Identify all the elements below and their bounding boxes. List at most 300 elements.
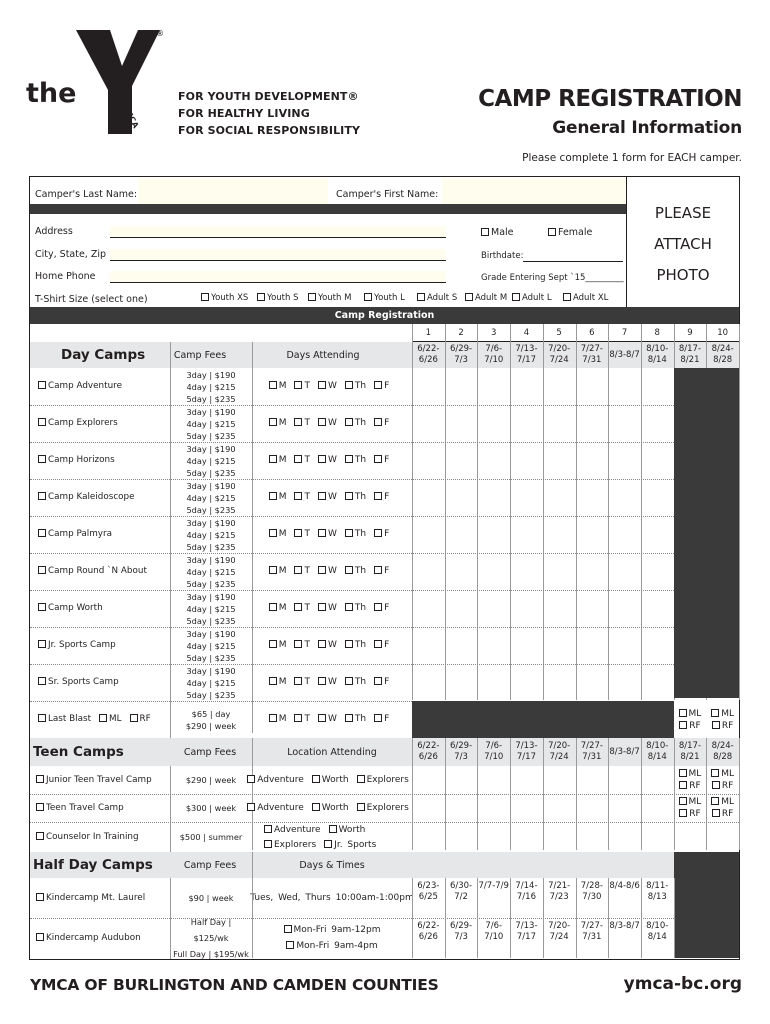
logo-the-text: the <box>26 78 77 109</box>
checkbox[interactable] <box>679 781 687 789</box>
checkbox[interactable] <box>36 893 44 901</box>
camp-row-name[interactable] <box>38 405 168 442</box>
camp-checkbox-option[interactable] <box>38 677 119 688</box>
checkbox[interactable] <box>679 797 687 805</box>
logo-registered-mark: ® <box>156 29 164 38</box>
day-option[interactable] <box>269 603 287 614</box>
tshirt-option[interactable] <box>563 293 608 303</box>
half-day-camp-name[interactable] <box>36 878 170 918</box>
camp-row-name[interactable] <box>38 516 168 553</box>
location-option[interactable] <box>357 803 409 814</box>
week-grid-line <box>576 878 577 958</box>
location-attending-header: Location Attending <box>287 746 377 758</box>
checkbox[interactable] <box>269 418 277 426</box>
half-day-week-date[interactable]: 7/14-7/16 <box>515 881 538 902</box>
week-option[interactable] <box>679 780 700 792</box>
checkbox[interactable] <box>38 455 46 463</box>
checkbox[interactable] <box>269 677 277 685</box>
day-option[interactable] <box>374 677 389 688</box>
camp-row-name[interactable] <box>38 368 168 405</box>
checkbox[interactable] <box>679 709 687 717</box>
camp-fee-lines <box>172 516 250 553</box>
checkbox[interactable] <box>269 603 277 611</box>
checkbox[interactable] <box>130 714 138 722</box>
half-day-week-date[interactable]: 8/11-8/13 <box>646 881 669 902</box>
checkbox[interactable] <box>345 603 353 611</box>
tshirt-checkbox[interactable] <box>201 293 209 301</box>
checkbox[interactable] <box>711 769 719 777</box>
half-day-camp-name[interactable] <box>36 918 170 958</box>
day-option-label: M <box>278 529 287 539</box>
checkbox[interactable] <box>324 840 332 848</box>
address-field[interactable] <box>110 226 446 238</box>
location-option[interactable] <box>357 775 409 786</box>
week-option[interactable] <box>679 808 700 820</box>
day-option[interactable] <box>294 566 310 577</box>
day-option[interactable] <box>318 566 337 577</box>
day-option[interactable] <box>294 677 310 688</box>
female-checkbox[interactable] <box>548 228 556 236</box>
checkbox[interactable] <box>294 677 302 685</box>
fee-line: 5day | $235 <box>186 541 236 552</box>
day-option[interactable] <box>374 455 389 466</box>
checkbox[interactable] <box>36 803 44 811</box>
checkbox[interactable] <box>38 640 46 648</box>
tshirt-option[interactable] <box>417 293 457 303</box>
time-option[interactable] <box>286 938 377 954</box>
day-option[interactable] <box>269 418 287 429</box>
checkbox[interactable] <box>284 925 292 933</box>
camp-checkbox-option[interactable] <box>38 381 122 392</box>
last-blast-option[interactable] <box>38 714 91 725</box>
week-option[interactable] <box>711 708 734 720</box>
day-option[interactable] <box>294 640 310 651</box>
checkbox[interactable] <box>312 775 320 783</box>
camp-checkbox-option[interactable] <box>38 603 103 614</box>
day-option[interactable] <box>269 381 287 392</box>
tshirt-option-label: Youth L <box>374 293 405 303</box>
checkbox[interactable] <box>374 677 382 685</box>
day-option[interactable] <box>318 381 337 392</box>
checkbox[interactable] <box>294 381 302 389</box>
fee-line: 3day | $190 <box>186 369 236 380</box>
location-option[interactable] <box>312 775 349 786</box>
week-option-label: ML <box>688 797 702 807</box>
week-date-header: 8/10-8/14 <box>646 344 669 365</box>
checkbox[interactable] <box>38 381 46 389</box>
teen-week-options <box>674 766 707 794</box>
checkbox[interactable] <box>318 418 326 426</box>
day-option[interactable] <box>269 492 287 503</box>
camp-fee-lines <box>172 405 250 442</box>
half-day-week-date[interactable]: 7/21-7/23 <box>548 881 571 902</box>
day-option[interactable] <box>345 418 366 429</box>
checkbox[interactable] <box>374 381 382 389</box>
camp-registration-banner: Camp Registration <box>30 307 739 324</box>
location-option[interactable] <box>264 823 321 837</box>
day-option-label: F <box>384 677 390 687</box>
day-option[interactable] <box>269 529 287 540</box>
half-day-week-date[interactable]: 7/6-7/10 <box>484 921 504 942</box>
checkbox[interactable] <box>711 709 719 717</box>
checkbox[interactable] <box>345 381 353 389</box>
week-date-header: 7/27-7/31 <box>580 344 603 365</box>
half-day-times <box>252 878 412 918</box>
half-day-week-date[interactable]: 8/4-8/6 <box>609 881 640 891</box>
checkbox[interactable] <box>294 492 302 500</box>
checkbox[interactable] <box>294 418 302 426</box>
day-option[interactable] <box>294 381 310 392</box>
week-number: 10 <box>717 327 729 338</box>
week-option[interactable] <box>711 796 734 808</box>
half-day-week-date[interactable]: 6/29-7/3 <box>449 921 473 942</box>
half-day-week-date[interactable]: 7/13-7/17 <box>515 921 538 942</box>
tshirt-checkbox[interactable] <box>417 293 425 301</box>
female-option[interactable] <box>548 227 592 238</box>
tshirt-option[interactable] <box>512 293 552 303</box>
half-day-week-date[interactable]: 6/23-6/25 <box>417 881 440 902</box>
days-attending-options <box>256 590 410 627</box>
checkbox[interactable] <box>318 529 326 537</box>
checkbox[interactable] <box>374 603 382 611</box>
day-option[interactable] <box>294 529 310 540</box>
day-option[interactable] <box>345 677 366 688</box>
time-label: Mon-Fri 9am-12pm <box>293 925 381 935</box>
day-option-label: F <box>384 381 390 391</box>
day-option[interactable] <box>318 640 337 651</box>
checkbox[interactable] <box>318 677 326 685</box>
day-option[interactable] <box>269 677 287 688</box>
camp-name: Camp Palmyra <box>48 529 113 539</box>
male-checkbox[interactable] <box>481 228 489 236</box>
tshirt-option[interactable] <box>308 293 351 303</box>
camp-checkbox-option[interactable] <box>38 492 135 503</box>
checkbox[interactable] <box>269 566 277 574</box>
teen-week-date-header: 7/20-7/24 <box>548 741 571 762</box>
checkbox[interactable] <box>374 455 382 463</box>
camp-row-name[interactable] <box>38 442 168 479</box>
checkbox[interactable] <box>345 677 353 685</box>
checkbox[interactable] <box>264 825 272 833</box>
checkbox[interactable] <box>269 455 277 463</box>
checkbox[interactable] <box>712 809 720 817</box>
male-option[interactable] <box>481 227 514 238</box>
day-option[interactable] <box>374 529 389 540</box>
camp-checkbox-option[interactable] <box>38 566 147 577</box>
week-option-label: RF <box>721 781 734 791</box>
checkbox[interactable] <box>345 455 353 463</box>
tshirt-option[interactable] <box>201 293 248 303</box>
checkbox[interactable] <box>712 781 720 789</box>
checkbox[interactable] <box>38 677 46 685</box>
tagline-healthy-living: FOR HEALTHY LIVING <box>178 107 310 120</box>
checkbox[interactable] <box>329 825 337 833</box>
days-attending-options <box>256 516 410 553</box>
birthdate-label: Birthdate: <box>481 251 524 261</box>
checkbox[interactable] <box>374 640 382 648</box>
days-attending-options <box>256 368 410 405</box>
camp-checkbox-option[interactable] <box>36 933 141 944</box>
checkbox[interactable] <box>679 721 687 729</box>
teen-week-options <box>706 794 739 822</box>
camp-checkbox-option[interactable] <box>36 832 139 843</box>
location-option[interactable] <box>329 823 366 837</box>
checkbox[interactable] <box>294 640 302 648</box>
checkbox[interactable] <box>38 529 46 537</box>
day-option[interactable] <box>318 677 337 688</box>
camp-row-name[interactable] <box>38 627 168 664</box>
grade-label[interactable]: Grade Entering Sept `15_________ <box>481 273 624 283</box>
teen-week-date-header: 7/13-7/17 <box>515 741 538 762</box>
checkbox[interactable] <box>38 566 46 574</box>
checkbox[interactable] <box>294 603 302 611</box>
teen-camp-name[interactable] <box>36 794 170 822</box>
day-option[interactable] <box>374 714 389 725</box>
day-option[interactable] <box>269 566 287 577</box>
days-attending-options <box>256 442 410 479</box>
tshirt-checkbox[interactable] <box>512 293 520 301</box>
day-option[interactable] <box>294 603 310 614</box>
week-option[interactable] <box>712 808 733 820</box>
day-option[interactable] <box>374 381 389 392</box>
location-option[interactable] <box>247 775 304 786</box>
checkbox[interactable] <box>294 566 302 574</box>
checkbox[interactable] <box>318 566 326 574</box>
checkbox[interactable] <box>679 809 687 817</box>
last-name-field[interactable] <box>138 178 328 204</box>
week-option[interactable] <box>679 768 702 780</box>
camp-checkbox-option[interactable] <box>38 418 118 429</box>
tshirt-checkbox[interactable] <box>563 293 571 301</box>
half-day-week-date[interactable]: 7/28-7/30 <box>580 881 603 902</box>
checkbox[interactable] <box>36 832 44 840</box>
checkbox[interactable] <box>345 566 353 574</box>
day-option[interactable] <box>294 418 310 429</box>
day-option-label: F <box>384 566 390 576</box>
checkbox[interactable] <box>318 603 326 611</box>
week-date-header: 8/3-8/7 <box>609 349 640 360</box>
week-option-label: ML <box>688 769 702 779</box>
checkbox[interactable] <box>269 381 277 389</box>
day-option[interactable] <box>374 418 389 429</box>
checkbox[interactable] <box>679 769 687 777</box>
checkbox[interactable] <box>374 492 382 500</box>
city-field[interactable] <box>110 249 446 261</box>
week-grid-line <box>445 324 446 700</box>
checkbox[interactable] <box>357 775 365 783</box>
day-option[interactable] <box>345 640 366 651</box>
day-option[interactable] <box>318 455 337 466</box>
day-option[interactable] <box>374 603 389 614</box>
checkbox[interactable] <box>345 529 353 537</box>
fee-line: Full Day | $195/wk <box>173 949 249 959</box>
day-option[interactable] <box>345 492 366 503</box>
day-option[interactable] <box>318 492 337 503</box>
half-day-week-date[interactable]: 7/27-7/31 <box>580 921 603 942</box>
day-option[interactable] <box>374 640 389 651</box>
checkbox[interactable] <box>38 418 46 426</box>
photo-text-attach: ATTACH <box>654 235 712 253</box>
checkbox[interactable] <box>712 721 720 729</box>
camp-checkbox-option[interactable] <box>36 775 152 786</box>
week-option[interactable] <box>679 708 702 720</box>
week-grid-line <box>739 324 740 700</box>
tshirt-option-label: Youth S <box>267 293 299 303</box>
half-day-week-date[interactable]: 8/3-8/7 <box>609 921 640 931</box>
day-option[interactable] <box>269 455 287 466</box>
checkbox[interactable] <box>318 640 326 648</box>
checkbox[interactable] <box>357 803 365 811</box>
checkbox[interactable] <box>38 603 46 611</box>
checkbox[interactable] <box>38 492 46 500</box>
camp-row-name[interactable] <box>38 479 168 516</box>
checkbox[interactable] <box>345 640 353 648</box>
location-option-label: Worth <box>338 824 366 835</box>
day-option[interactable] <box>345 455 366 466</box>
week-option[interactable] <box>679 720 700 732</box>
phone-field[interactable] <box>110 271 446 283</box>
day-option[interactable] <box>345 381 366 392</box>
checkbox[interactable] <box>269 640 277 648</box>
footer-website-link[interactable]: ymca-bc.org <box>623 974 742 994</box>
location-option[interactable] <box>247 803 304 814</box>
female-label: Female <box>558 227 593 238</box>
last-blast-location[interactable] <box>130 714 151 725</box>
location-option[interactable] <box>324 838 376 852</box>
half-day-week-date[interactable]: 7/20-7/24 <box>548 921 571 942</box>
day-option[interactable] <box>345 566 366 577</box>
week-option[interactable] <box>712 720 733 732</box>
checkbox[interactable] <box>318 455 326 463</box>
fee-line: 4day | $215 <box>186 566 236 577</box>
half-day-week-date[interactable]: 8/10-8/14 <box>646 921 669 942</box>
camp-checkbox-option[interactable] <box>38 640 116 651</box>
camp-fee-lines <box>172 479 250 516</box>
week-grid-line <box>576 324 577 700</box>
day-option[interactable] <box>345 529 366 540</box>
tshirt-checkbox[interactable] <box>308 293 316 301</box>
unavailable-weeks-block <box>674 368 739 698</box>
checkbox[interactable] <box>36 933 44 941</box>
day-option[interactable] <box>345 714 366 725</box>
checkbox[interactable] <box>269 714 277 722</box>
last-blast-location[interactable] <box>99 714 122 725</box>
day-option[interactable] <box>294 492 310 503</box>
checkbox[interactable] <box>345 714 353 722</box>
day-option[interactable] <box>318 529 337 540</box>
checkbox[interactable] <box>318 381 326 389</box>
day-option[interactable] <box>374 566 389 577</box>
tshirt-checkbox[interactable] <box>465 293 473 301</box>
checkbox[interactable] <box>374 566 382 574</box>
row-separator <box>412 664 674 665</box>
last-name-label: Camper's Last Name: <box>35 189 138 200</box>
checkbox[interactable] <box>294 529 302 537</box>
days-attending-options <box>256 701 410 738</box>
checkbox[interactable] <box>38 714 46 722</box>
day-option-label: W <box>327 455 337 465</box>
checkbox[interactable] <box>711 797 719 805</box>
checkbox[interactable] <box>318 492 326 500</box>
footer-organization: YMCA OF BURLINGTON AND CAMDEN COUNTIES <box>30 976 439 994</box>
checkbox[interactable] <box>247 775 255 783</box>
day-option[interactable] <box>294 455 310 466</box>
tshirt-option[interactable] <box>257 293 298 303</box>
week-option[interactable] <box>679 796 702 808</box>
camp-row-name[interactable] <box>38 553 168 590</box>
camp-checkbox-option[interactable] <box>36 803 124 814</box>
first-name-field[interactable] <box>442 178 626 204</box>
day-option[interactable] <box>269 714 287 725</box>
fee-line: 3day | $190 <box>186 665 236 676</box>
camp-checkbox-option[interactable] <box>38 455 115 466</box>
checkbox[interactable] <box>294 455 302 463</box>
teen-camp-name[interactable] <box>36 822 170 852</box>
half-day-week-date[interactable]: 7/7-7/9 <box>478 881 509 891</box>
location-option[interactable] <box>264 838 316 852</box>
checkbox[interactable] <box>374 714 382 722</box>
tshirt-option[interactable] <box>364 293 405 303</box>
time-option[interactable] <box>284 922 381 938</box>
day-option-label: M <box>278 603 287 613</box>
camp-row-name[interactable] <box>38 664 168 701</box>
camp-checkbox-option[interactable] <box>36 893 145 904</box>
week-option[interactable] <box>711 768 734 780</box>
day-option[interactable] <box>269 640 287 651</box>
week-grid-line <box>543 878 544 958</box>
week-grid-line <box>739 738 740 850</box>
day-option[interactable] <box>318 603 337 614</box>
week-number: 1 <box>425 327 432 338</box>
day-option[interactable] <box>374 492 389 503</box>
day-option[interactable] <box>318 714 337 725</box>
half-day-week-date[interactable]: 6/30-7/2 <box>449 881 473 902</box>
camp-row-name[interactable] <box>38 590 168 627</box>
tshirt-checkbox[interactable] <box>257 293 265 301</box>
checkbox[interactable] <box>269 529 277 537</box>
checkbox[interactable] <box>264 840 272 848</box>
tshirt-option[interactable] <box>465 293 507 303</box>
camp-checkbox-option[interactable] <box>38 529 112 540</box>
half-day-week-date[interactable]: 6/22-6/26 <box>417 921 440 942</box>
checkbox[interactable] <box>345 492 353 500</box>
fee-line: 5day | $235 <box>186 615 236 626</box>
checkbox[interactable] <box>247 803 255 811</box>
row-separator <box>412 405 674 406</box>
checkbox[interactable] <box>374 418 382 426</box>
checkbox[interactable] <box>312 803 320 811</box>
day-option[interactable] <box>318 418 337 429</box>
camp-name: Camp Horizons <box>48 455 115 465</box>
day-option[interactable] <box>294 714 310 725</box>
day-option[interactable] <box>345 603 366 614</box>
teen-camp-name[interactable] <box>36 766 170 794</box>
checkbox[interactable] <box>294 714 302 722</box>
checkbox[interactable] <box>36 775 44 783</box>
day-option-label: Th <box>354 381 367 391</box>
birthdate-field[interactable] <box>523 261 623 262</box>
checkbox[interactable] <box>99 714 107 722</box>
checkbox[interactable] <box>269 492 277 500</box>
location-option[interactable] <box>312 803 349 814</box>
tshirt-checkbox[interactable] <box>364 293 372 301</box>
week-number: 3 <box>491 327 497 338</box>
checkbox[interactable] <box>345 418 353 426</box>
checkbox[interactable] <box>318 714 326 722</box>
week-option[interactable] <box>712 780 733 792</box>
checkbox[interactable] <box>374 529 382 537</box>
checkbox[interactable] <box>286 941 294 949</box>
